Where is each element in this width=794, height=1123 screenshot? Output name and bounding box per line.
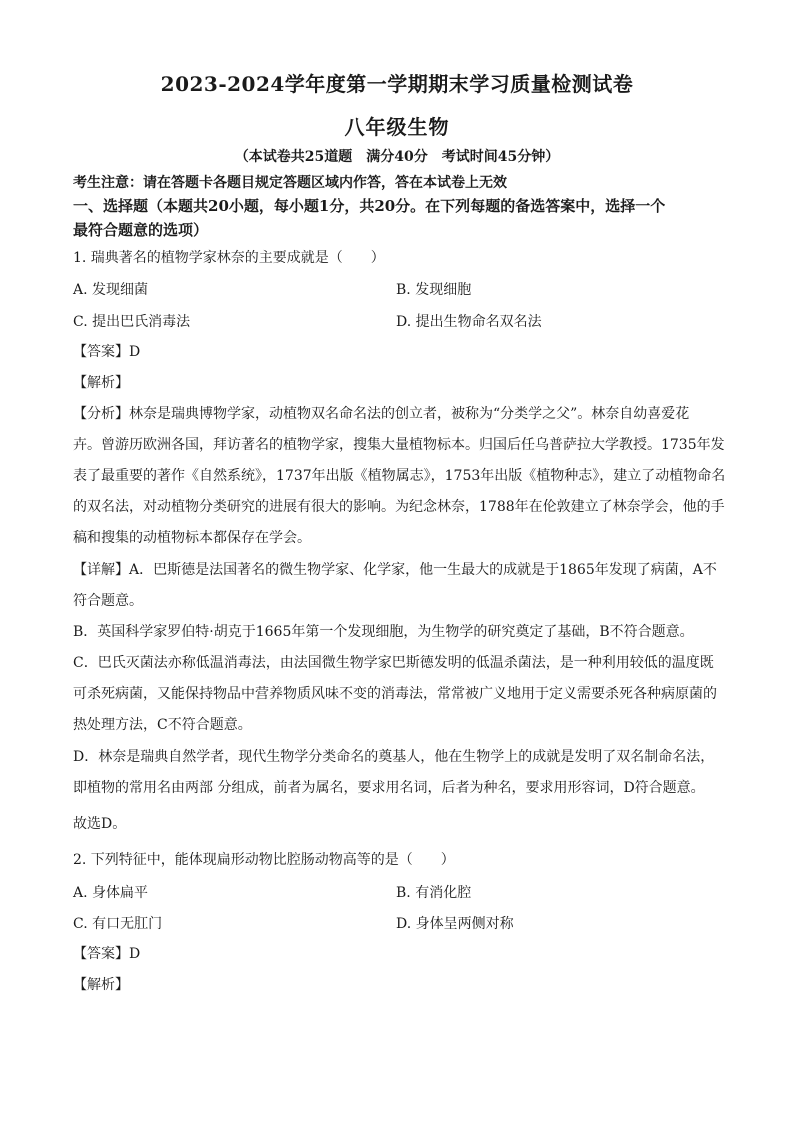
q1-analysis-label: 【解析】 — [73, 375, 129, 391]
q1-xiangjie-line: 符合题意。 — [73, 593, 143, 609]
section-heading-cont: 最符合题意的选项） — [73, 221, 209, 239]
q2-option-a: A. 身体扁平 — [73, 885, 149, 901]
section-heading: 一、选择题（本题共20小题，每小题1分，共20分。在下列每题的备选答案中，选择一个 — [73, 197, 666, 215]
q1-xiangjie-line: 【详解】A．巴斯德是法国著名的微生物学家、化学家，他一生最大的成就是于1865年发现了病菌，A不 — [73, 562, 717, 578]
candidate-notice: 考生注意：请在答题卡各题目规定答题区域内作答，答在本试卷上无效 — [73, 175, 507, 191]
q1-option-c: C. 提出巴氏消毒法 — [73, 314, 191, 330]
q1-xiangjie-line: B．英国科学家罗伯特·胡克于1665年第一个发现细胞，为生物学的研究奠定了基础，B不符合题意。 — [73, 624, 694, 640]
q1-conclusion: 故选D。 — [73, 816, 127, 832]
exam-info: （本试卷共25道题 满分40分 考试时间45分钟） — [234, 149, 560, 165]
exam-subject: 八年级生物 — [344, 115, 450, 139]
q1-option-d: D. 提出生物命名双名法 — [396, 314, 542, 330]
q1-option-b: B. 发现细胞 — [396, 282, 472, 298]
q1-fenxi-line: 【分析】林奈是瑞典博物学家，动植物双名命名法的创立者，被称为“分类学之父”。林奈自幼喜爱花 — [73, 406, 690, 422]
q1-xiangjie-line: 即植物的常用名由两部 分组成，前者为属名，要求用名词，后者为种名，要求用形容词，D符合题意。 — [73, 780, 705, 796]
q1-answer: 【答案】D — [73, 344, 141, 360]
q2-option-b: B. 有消化腔 — [396, 885, 472, 901]
q2-option-d: D. 身体呈两侧对称 — [396, 916, 514, 932]
q1-xiangjie-line: 热处理方法，C不符合题意。 — [73, 717, 252, 733]
q1-xiangjie-line: D．林奈是瑞典自然学者，现代生物学分类命名的奠基人，他在生物学上的成就是发明了双名制命名法， — [73, 749, 715, 765]
question-1-stem: 1. 瑞典著名的植物学家林奈的主要成就是（ ） — [73, 250, 385, 266]
question-2-stem: 2. 下列特征中，能体现扁形动物比腔肠动物高等的是（ ） — [73, 852, 455, 868]
exam-title: 2023-2024学年度第一学期期末学习质量检测试卷 — [160, 72, 634, 96]
q1-fenxi-line: 的双名法，对动植物分类研究的进展有很大的影响。为纪念林奈，1788年在伦敦建立了林奈学会，他的手 — [73, 499, 725, 515]
q1-fenxi-line: 卉。曾游历欧洲各国，拜访著名的植物学家，搜集大量植物标本。归国后任乌普萨拉大学教授。1735年发 — [73, 437, 725, 453]
q1-option-a: A. 发现细菌 — [73, 282, 149, 298]
q1-fenxi-line: 稿和搜集的动植物标本都保存在学会。 — [73, 530, 311, 546]
q1-xiangjie-line: 可杀死病菌，又能保持物品中营养物质风味不变的消毒法，常常被广义地用于定义需要杀死各种病原菌的 — [73, 686, 717, 702]
q2-option-c: C. 有口无肛门 — [73, 916, 163, 932]
q2-analysis-label: 【解析】 — [73, 977, 129, 993]
q2-answer: 【答案】D — [73, 946, 141, 962]
q1-fenxi-line: 表了最重要的著作《自然系统》，1737年出版《植物属志》，1753年出版《植物种志》，建立了动植物命名 — [73, 468, 726, 484]
q1-xiangjie-line: C．巴氏灭菌法亦称低温消毒法，由法国微生物学家巴斯德发明的低温杀菌法，是一种利用较低的温度既 — [73, 655, 714, 671]
